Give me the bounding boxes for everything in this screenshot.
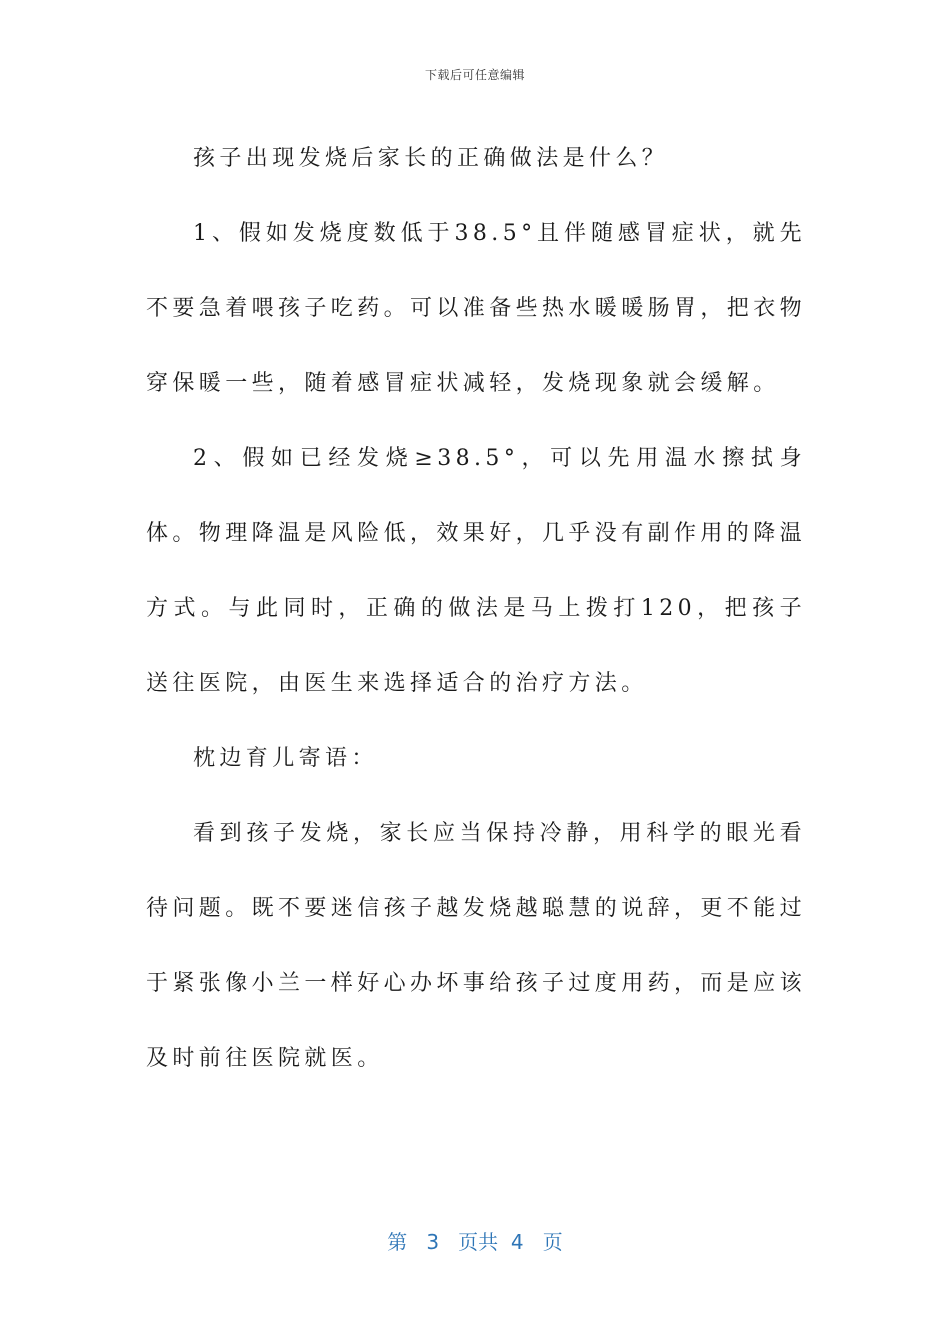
- document-body: [146, 121, 806, 1096]
- footer-prefix: 第: [387, 1230, 408, 1254]
- page-header: 下载后可任意编辑: [424, 68, 525, 82]
- footer-current-page: 3: [426, 1230, 440, 1254]
- footer-middle: 页共: [458, 1230, 499, 1254]
- advice-heading: 枕边育儿寄语：: [193, 746, 378, 771]
- advice-paragraph: 看到孩子发烧，家长应当保持冷静，用科学的眼光看待问题。既不要迷信孩子越发烧越聪慧的说辞，更不能过于紧张像小兰一样好心办坏事给孩子过度用药，而是应该及时前往医院就医。: [146, 821, 807, 1071]
- footer-total-pages: 4: [510, 1230, 524, 1254]
- paragraph-point-2: 2、假如已经发烧≥38.5°，可以先用温水擦拭身体。物理降温是风险低，效果好，几乎没有副作用的降温方式。与此同时，正确的做法是马上拨打120，把孩子送往医院，由医生来选择适合的治疗方法。: [146, 446, 807, 696]
- question-heading: 孩子出现发烧后家长的正确做法是什么？: [193, 146, 669, 171]
- paragraph-point-1: 1、假如发烧度数低于38.5°且伴随感冒症状，就先不要急着喂孩子吃药。可以准备些热水暖暖肠胃，把衣物穿保暖一些，随着感冒症状减轻，发烧现象就会缓解。: [146, 221, 807, 396]
- page-footer: [0, 1226, 950, 1255]
- footer-suffix: 页: [542, 1230, 563, 1254]
